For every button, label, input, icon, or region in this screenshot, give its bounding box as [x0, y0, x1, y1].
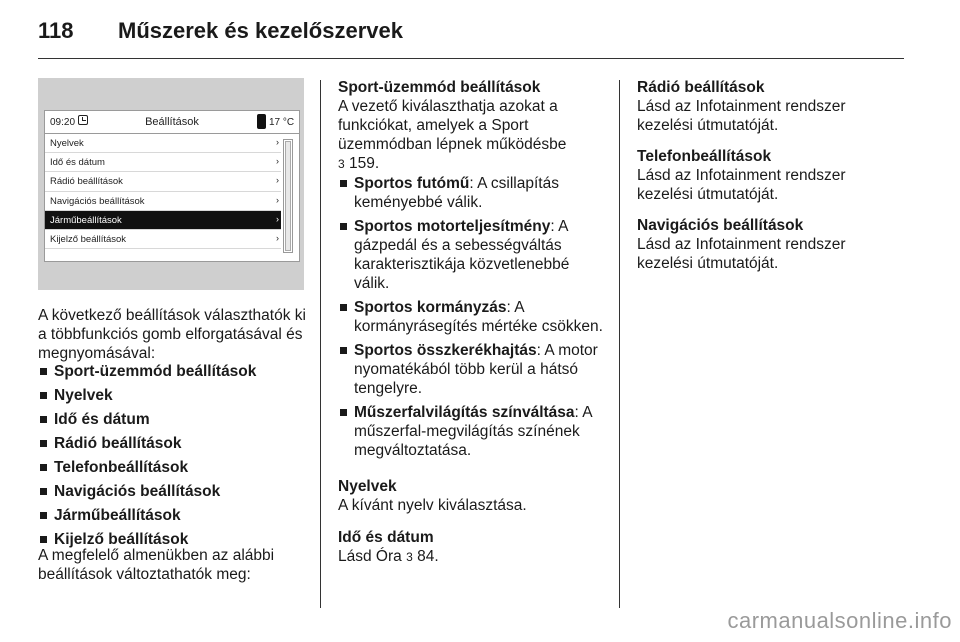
settings-screen: [44, 110, 300, 262]
list-item: Nyelvek: [38, 386, 313, 405]
chevron-right-icon: ›: [276, 137, 279, 147]
screen-menu-list: [45, 134, 281, 249]
bullet-term: Sportos kormányzás: [354, 299, 507, 316]
screen-header: [45, 111, 299, 134]
settings-bullet-list: [38, 362, 313, 549]
page-ref-icon: 3: [338, 157, 345, 171]
list-item: [338, 341, 608, 398]
nav-heading: Navigációs beállítások: [637, 217, 804, 234]
screen-menu-item: [45, 230, 281, 249]
page-number: 118: [38, 18, 74, 43]
page-ref-icon: 3: [406, 550, 413, 564]
list-item: Idő és dátum: [38, 410, 313, 429]
page-ref-link[interactable]: 159.: [349, 155, 380, 172]
screen-menu-item-label: Kijelző beállítások: [50, 233, 127, 245]
screen-menu-item: [45, 153, 281, 172]
screen-scroll-thumb: [285, 141, 291, 251]
intro-paragraph: A következő beállítások választhatók ki a többfunkciós gomb elforgatásával és megnyomásával:: [38, 307, 306, 362]
sport-section-body: A vezető kiválaszthatja azokat a funkciókat, amelyek a Sport üzemmódban lépnek működésbe: [338, 98, 567, 153]
list-item: Járműbeállítások: [38, 506, 313, 525]
list-item: Kijelző beállítások: [38, 530, 313, 549]
watermark: carmanualsonline.info: [727, 608, 952, 633]
list-item: [338, 403, 608, 460]
chevron-right-icon: ›: [276, 156, 279, 167]
list-item: [338, 217, 608, 293]
telefon-heading: Telefonbeállítások: [637, 148, 772, 165]
chevron-right-icon: ›: [276, 175, 279, 186]
nyelvek-text: A kívánt nyelv kiválasztása.: [338, 497, 527, 514]
bullet-term: Műszerfalvilágítás színváltása: [354, 404, 575, 421]
chevron-right-icon: ›: [276, 213, 279, 224]
bullet-text: : A csillapítás keményebbé válik.: [354, 175, 559, 211]
telefon-text: Lásd az Infotainment rendszer kezelési útmutatóját.: [637, 167, 846, 203]
bullet-text: : A motor nyomatékából több kerül a hátsó tengelyre.: [354, 342, 598, 397]
bullet-term: Sportos összkerékhajtás: [354, 342, 537, 359]
chevron-right-icon: ›: [276, 194, 279, 205]
screen-menu-item-label: Rádió beállítások: [50, 176, 123, 188]
phone-icon: [257, 114, 266, 129]
bullet-term: Sportos motorteljesítmény: [354, 218, 551, 235]
page-title: Műszerek és kezelőszervek: [118, 18, 403, 43]
bullet-text: : A műszerfal-megvilágítás színének megváltoztatása.: [354, 404, 592, 459]
column-divider-1: [320, 80, 321, 608]
list-item: Rádió beállítások: [38, 434, 313, 453]
screen-menu-item-selected: [45, 211, 281, 230]
sport-bullet-list: [338, 174, 608, 460]
screen-time: 09:20: [50, 117, 76, 128]
header-rule: [38, 58, 904, 59]
ido-body: Lásd Óra: [338, 548, 402, 565]
nyelvek-heading: Nyelvek: [338, 478, 397, 495]
ido-heading: Idő és dátum: [338, 529, 434, 546]
screen-menu-item-label: Navigációs beállítások: [50, 195, 145, 207]
list-item: [338, 298, 608, 336]
screen-menu-item: [45, 172, 281, 191]
list-item: Navigációs beállítások: [38, 482, 313, 501]
radio-heading: Rádió beállítások: [637, 79, 765, 96]
page-ref-link[interactable]: 84.: [417, 548, 439, 565]
screen-menu-item-label: Járműbeállítások: [50, 214, 122, 226]
sport-section-heading: Sport-üzemmód beállítások: [338, 79, 541, 96]
radio-text: Lásd az Infotainment rendszer kezelési útmutatóját.: [637, 98, 846, 134]
bullet-term: Sportos futómű: [354, 175, 470, 192]
screen-title: Beállítások: [145, 116, 199, 128]
outro-paragraph: A megfelelő almenükben az alábbi beállítások változtathatók meg:: [38, 547, 275, 583]
screen-menu-item-label: Nyelvek: [50, 138, 84, 149]
chevron-right-icon: ›: [276, 232, 279, 243]
nav-text: Lásd az Infotainment rendszer kezelési útmutatóját.: [637, 236, 846, 272]
column-divider-2: [619, 80, 620, 608]
bullet-text: : A gázpedál és a sebességváltás karakterisztikája közvetlenebbé válik.: [354, 218, 570, 292]
screen-menu-item: [45, 134, 281, 153]
list-item: Sport-üzemmód beállítások: [38, 362, 313, 381]
bullet-text: : A kormányrásegítés mértéke csökken.: [354, 299, 603, 335]
ido-text: [338, 547, 608, 567]
screen-scrollbar: [283, 139, 293, 253]
screen-menu-item-label: Idő és dátum: [50, 157, 105, 169]
list-item: [338, 174, 608, 212]
list-item: Telefonbeállítások: [38, 458, 313, 477]
sport-section-text: [338, 97, 608, 174]
screen-menu-item: [45, 192, 281, 211]
screen-temperature: 17 °C: [269, 117, 295, 128]
